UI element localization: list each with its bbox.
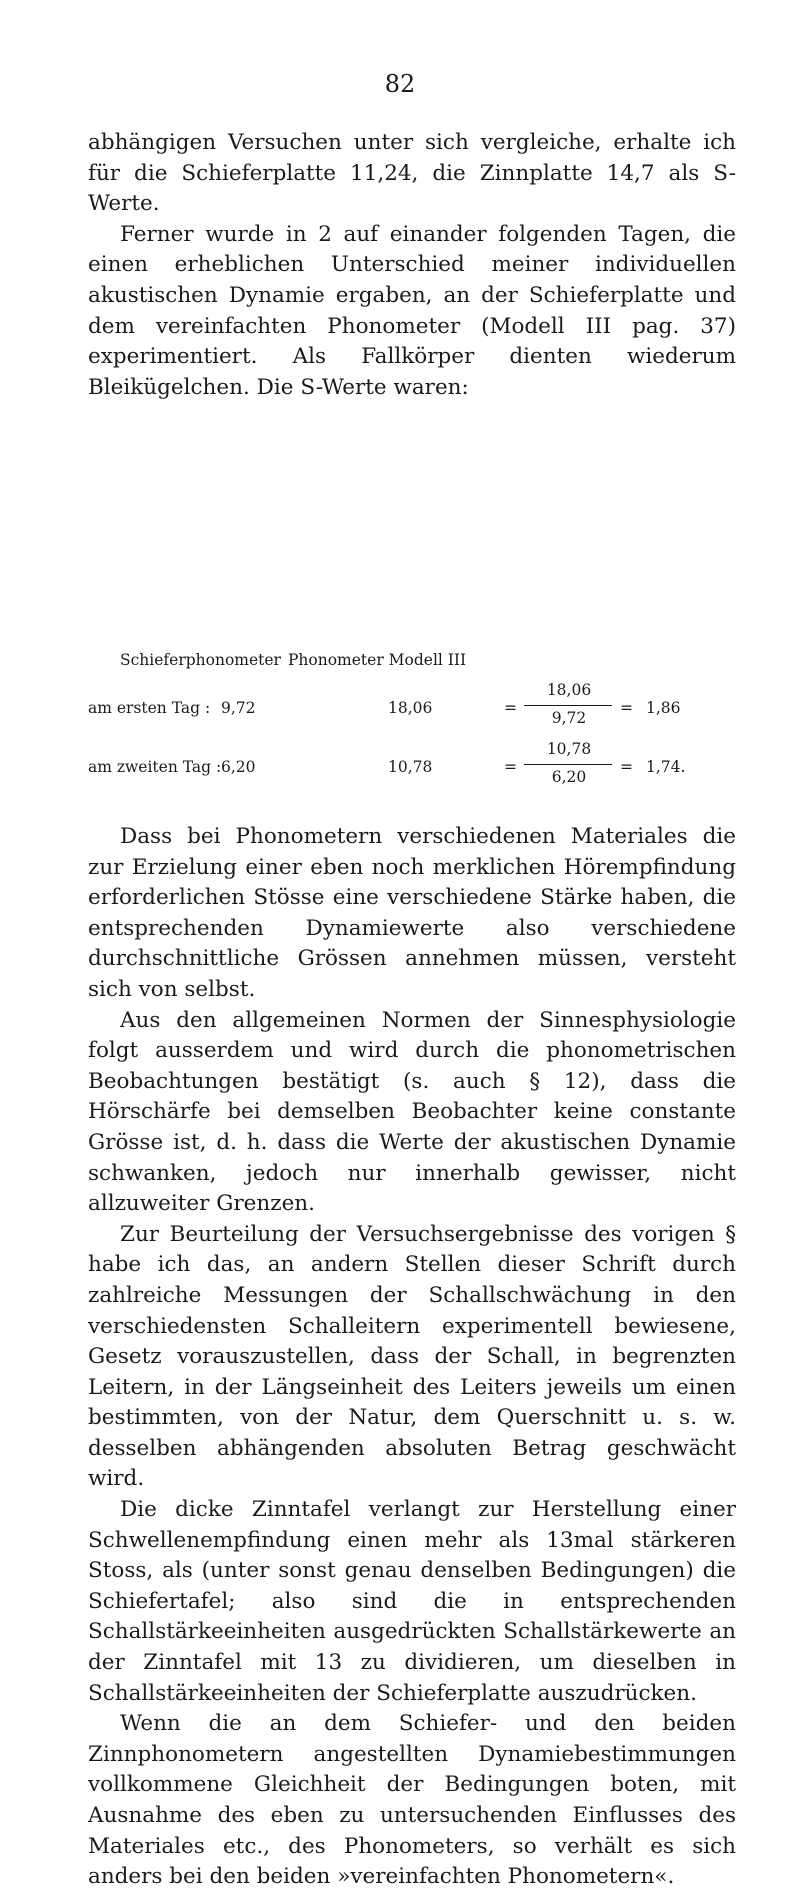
paragraph: Zur Beurteilung der Versuchsergebnisse des vorigen § habe ich das, an andern Stellen dieser Schrift durch zahlreiche Messungen der Schallschwächung in den verschiedensten Schalleitern experimentell bewiesene, Gesetz vorauszustellen, dass der Schall, in begrenzten Leitern, in der Längseinheit des Leiters jeweils um einen bestimmten, von der Natur, dem Querschnitt u. s. w. desselben abhängenden absoluten Betrag geschwächt wird. bbox=[88, 1221, 736, 1492]
modell-value: 10,78 bbox=[388, 758, 433, 776]
measurement-table bbox=[88, 653, 748, 818]
ratio-result: 1,86 bbox=[646, 699, 681, 717]
paragraph: Ferner wurde in 2 auf einander folgenden Tagen, die einen erheblichen Unterschied meiner individuellen akustischen Dynamie ergaben, an der Schieferplatte und dem vereinfachten Phonometer (Modell III pag. 37) experimentiert. Als Fallkörper dienten wiederum Bleikügelchen. Die S-Werte waren: bbox=[88, 221, 736, 400]
page-number: 82 bbox=[384, 70, 416, 98]
fraction-numerator: 10,78 bbox=[546, 740, 592, 758]
modell-value: 18,06 bbox=[388, 699, 433, 717]
equals-sign: = bbox=[620, 758, 633, 776]
paragraph: abhängigen Versuchen unter sich vergleiche, erhalte ich für die Schieferplatte 11,24, die Zinnplatte 14,7 als S-Werte. bbox=[88, 130, 736, 217]
body-text-top bbox=[88, 128, 736, 403]
body-text-bottom bbox=[88, 822, 736, 1893]
schiefer-value: 6,20 bbox=[221, 758, 256, 776]
paragraph: Dass bei Phonometern verschiedenen Materiales die zur Erzielung einer eben noch merklichen Hörempfindung erforderlichen Stösse eine verschiedene Stärke haben, die entsprechenden Dynamiewerte also verschiedene durchschnittliche Grössen annehmen müssen, versteht sich von selbst. bbox=[88, 824, 736, 1002]
paragraph: Aus den allgemeinen Normen der Sinnesphysiologie folgt ausserdem und wird durch die phonometrischen Beobachtungen bestätigt (s. auch § 12), dass die Hörschärfe bei demselben Beobachter keine constante Grösse ist, d. h. dass die Werte der akustischen Dynamie schwanken, jedoch nur innerhalb gewisser, nicht allzuweiter Grenzen. bbox=[88, 1007, 736, 1217]
schiefer-value: 9,72 bbox=[221, 699, 256, 717]
row-label: am ersten Tag : bbox=[88, 699, 211, 717]
ratio-result: 1,74. bbox=[646, 758, 686, 776]
paragraph: Wenn die an dem Schiefer- und den beiden Zinnphonometern angestellten Dynamiebestimmungen vollkommene Gleichheit der Bedingungen boten, mit Ausnahme des eben zu untersuchenden Einflusses des Materiales etc., des Phonometers, so verhält es sich anders bei den beiden »vereinfachten Phonometern«. bbox=[88, 1711, 736, 1890]
fraction-denominator: 6,20 bbox=[551, 768, 587, 786]
fraction-bar bbox=[524, 764, 612, 765]
fraction-bar bbox=[524, 705, 612, 706]
equals-sign: = bbox=[620, 699, 633, 717]
column-header-schieferphonometer: Schieferphonometer bbox=[120, 651, 281, 669]
column-header-modell-iii: Phonometer Modell III bbox=[288, 651, 467, 669]
paragraph: Die dicke Zinntafel verlangt zur Herstellung einer Schwellenempfindung einen mehr als 13mal stärkeren Stoss, als (unter sonst genau denselben Bedingungen) die Schiefertafel; also sind die in entsprechenden Schallstärkeeinheiten ausgedrückten Schallstärkewerte an der Zinntafel mit 13 zu dividieren, um dieselben in Schallstärkeeinheiten der Schieferplatte auszudrücken. bbox=[88, 1497, 736, 1706]
equals-sign: = bbox=[504, 758, 517, 776]
fraction-denominator: 9,72 bbox=[551, 709, 587, 727]
equals-sign: = bbox=[504, 699, 517, 717]
row-label: am zweiten Tag : bbox=[88, 758, 222, 776]
fraction-numerator: 18,06 bbox=[546, 681, 592, 699]
